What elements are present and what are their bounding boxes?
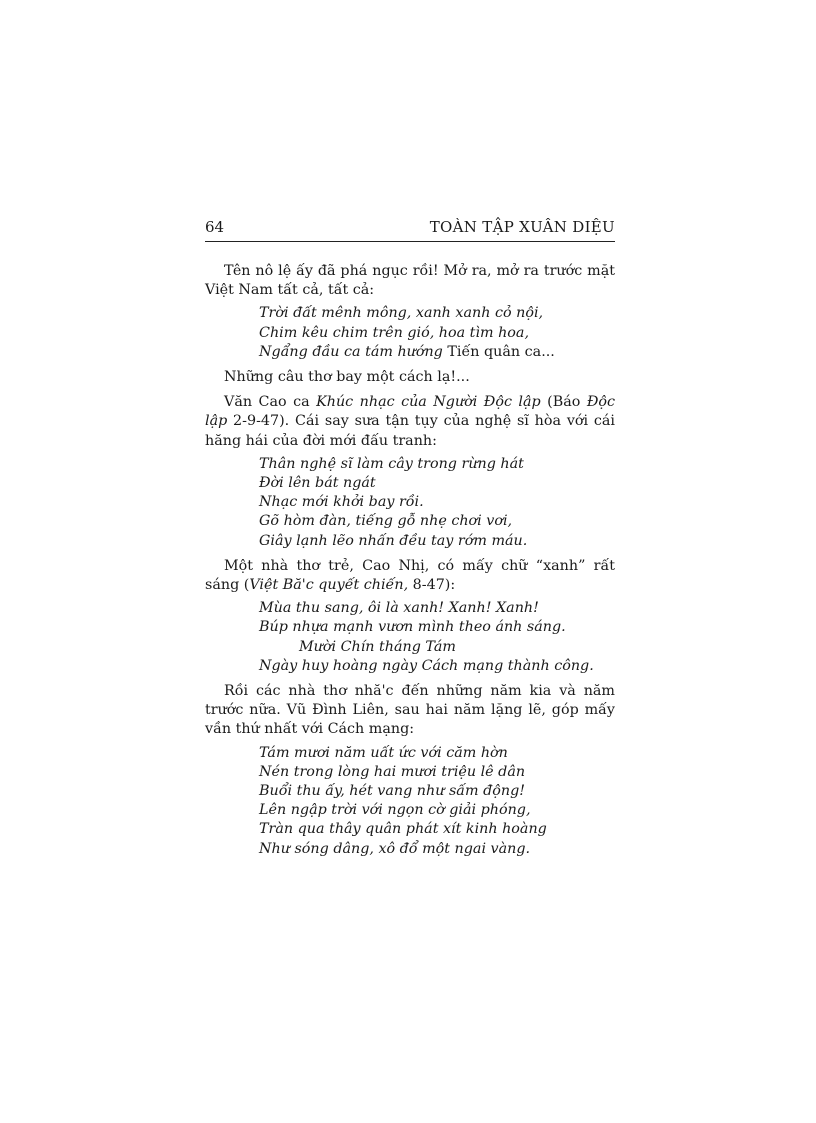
page-header xyxy=(205,215,615,242)
verse-line-italic: Ngẩng đầu ca tám hướng xyxy=(259,343,443,360)
song-title: Khúc nhạc của Người Độc lập xyxy=(316,394,541,411)
text-run: Văn Cao ca xyxy=(224,394,317,411)
paragraph-2: Những câu thơ bay một cách lạ!... xyxy=(224,369,470,386)
text-run: 2-9-47). Cái say sưa tận tụy của nghệ sĩ hòa với cái hăng hái của đời mới đấu tranh: xyxy=(205,413,615,449)
verse-line: Búp nhựa mạnh vươn mình theo ánh sáng. xyxy=(259,619,566,636)
verse-line: Mùa thu sang, ôi là xanh! Xanh! Xanh! xyxy=(259,600,539,617)
text-run: Một nhà thơ trẻ, Cao Nhị, có mấy chữ “xanh” rất sáng ( xyxy=(205,557,615,594)
text-run: (Báo xyxy=(540,394,587,411)
verse-line: Giây lạnh lẽo nhấn đều tay rớm máu. xyxy=(259,532,528,549)
verse-line-plain: Tiến quân ca... xyxy=(442,343,555,360)
paragraph-1: Tên nô lệ ấy đã phá ngục rồi! Mở ra, mở ra trước mặt Việt Nam tất cả, tất cả: xyxy=(205,263,615,299)
verse-line: Nén trong lòng hai mươi triệu lê dân xyxy=(259,763,526,780)
verse-2 xyxy=(259,455,615,551)
verse-line: Ngày huy hoàng ngày Cách mạng thành công. xyxy=(259,657,594,674)
verse-line: Gõ hòm đàn, tiếng gỗ nhẹ chơi vơi, xyxy=(259,513,513,530)
paragraph-3 xyxy=(205,393,615,451)
paragraph-5: Rồi các nhà thơ nhă'c đến những năm kia và năm trước nữa. Vũ Đình Liên, sau hai năm lặng lẽ, góp mấy vần thứ nhất với Cách mạng: xyxy=(205,683,615,738)
verse-line: Nhạc mới khởi bay rồi. xyxy=(259,494,424,511)
page-body xyxy=(205,262,615,865)
verse-line: Như sóng dâng, xô đổ một ngai vàng. xyxy=(259,840,531,857)
verse-4 xyxy=(259,744,615,859)
verse-3 xyxy=(259,599,615,676)
page-number: 64 xyxy=(205,218,225,236)
verse-line: Mười Chín tháng Tám xyxy=(299,638,456,655)
text-run: 8-47): xyxy=(408,577,456,594)
verse-line: Đời lên bát ngát xyxy=(259,475,376,492)
source-title: Việt Bă'c quyết chiến, xyxy=(249,577,409,594)
verse-line: Tám mươi năm uất ức với căm hờn xyxy=(259,744,508,761)
verse-1 xyxy=(259,304,615,362)
verse-line: Tràn qua thây quân phát xít kinh hoàng xyxy=(259,821,547,838)
verse-line: Chim kêu chim trên gió, hoa tìm hoa, xyxy=(259,324,529,341)
running-title: TOÀN TẬP XUÂN DIỆU xyxy=(429,218,615,236)
verse-line: Thân nghệ sĩ làm cây trong rừng hát xyxy=(259,455,524,472)
newspaper-name: Độc lập xyxy=(205,394,616,430)
verse-line xyxy=(259,343,615,362)
verse-line: Trời đất mênh mông, xanh xanh cỏ nội, xyxy=(259,305,544,322)
verse-line: Buổi thu ấy, hét vang như sấm động! xyxy=(259,783,526,800)
verse-line: Lên ngập trời với ngọn cờ giải phóng, xyxy=(259,802,531,819)
paragraph-4 xyxy=(205,557,615,595)
